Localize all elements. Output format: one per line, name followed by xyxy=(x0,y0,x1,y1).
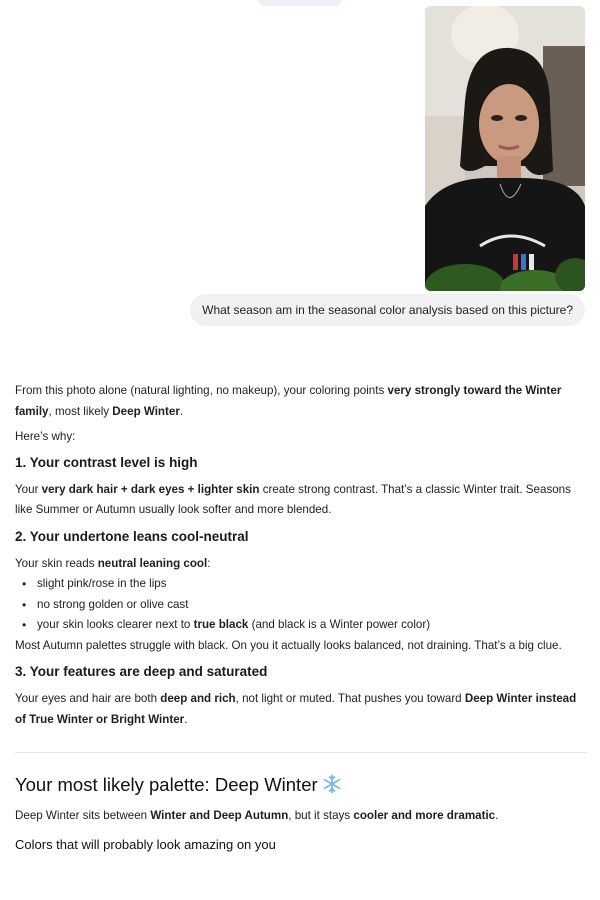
uploaded-photo[interactable] xyxy=(425,6,585,291)
undertone-list xyxy=(15,574,587,636)
list-item: • your skin looks clearer next to true black (and black is a Winter power color) xyxy=(15,615,587,636)
snowflake-icon xyxy=(322,774,342,800)
assistant-response xyxy=(15,381,587,855)
contrast-paragraph: Your very dark hair + dark eyes + lighter skin create strong contrast. That’s a classic Winter trait. Seasons like Summer or Autumn usually look softer and more blended. xyxy=(15,482,571,516)
features-paragraph: Your eyes and hair are both deep and rich, not light or muted. That pushes you toward Deep Winter instead of True Winter or Bright Winter. xyxy=(15,692,577,726)
why-line: Here’s why: xyxy=(15,430,76,443)
section-heading-contrast: 1. Your contrast level is high xyxy=(15,454,198,470)
divider xyxy=(15,752,587,753)
intro-paragraph: From this photo alone (natural lighting, no makeup), your coloring points very strongly toward the Winter family, most likely Deep Winter. xyxy=(15,384,562,418)
palette-heading: Your most likely palette: Deep Winter xyxy=(15,773,587,800)
colors-subheading: Colors that will probably look amazing on you xyxy=(15,836,276,852)
palette-paragraph: Deep Winter sits between Winter and Deep Autumn, but it stays cooler and more dramatic. xyxy=(15,809,499,822)
autumn-paragraph: Most Autumn palettes struggle with black. On you it actually looks balanced, not draining. That’s a big clue. xyxy=(15,638,562,652)
section-heading-features: 3. Your features are deep and saturated xyxy=(15,664,268,679)
scroll-top-pill xyxy=(258,0,342,6)
list-item: • slight pink/rose in the lips xyxy=(15,574,587,595)
undertone-paragraph: Your skin reads neutral leaning cool: xyxy=(15,556,211,570)
section-heading-undertone: 2. Your undertone leans cool-neutral xyxy=(15,528,249,544)
list-item: • no strong golden or olive cast xyxy=(15,595,587,616)
user-message-bubble: What season am in the seasonal color analysis based on this picture? xyxy=(190,294,585,326)
